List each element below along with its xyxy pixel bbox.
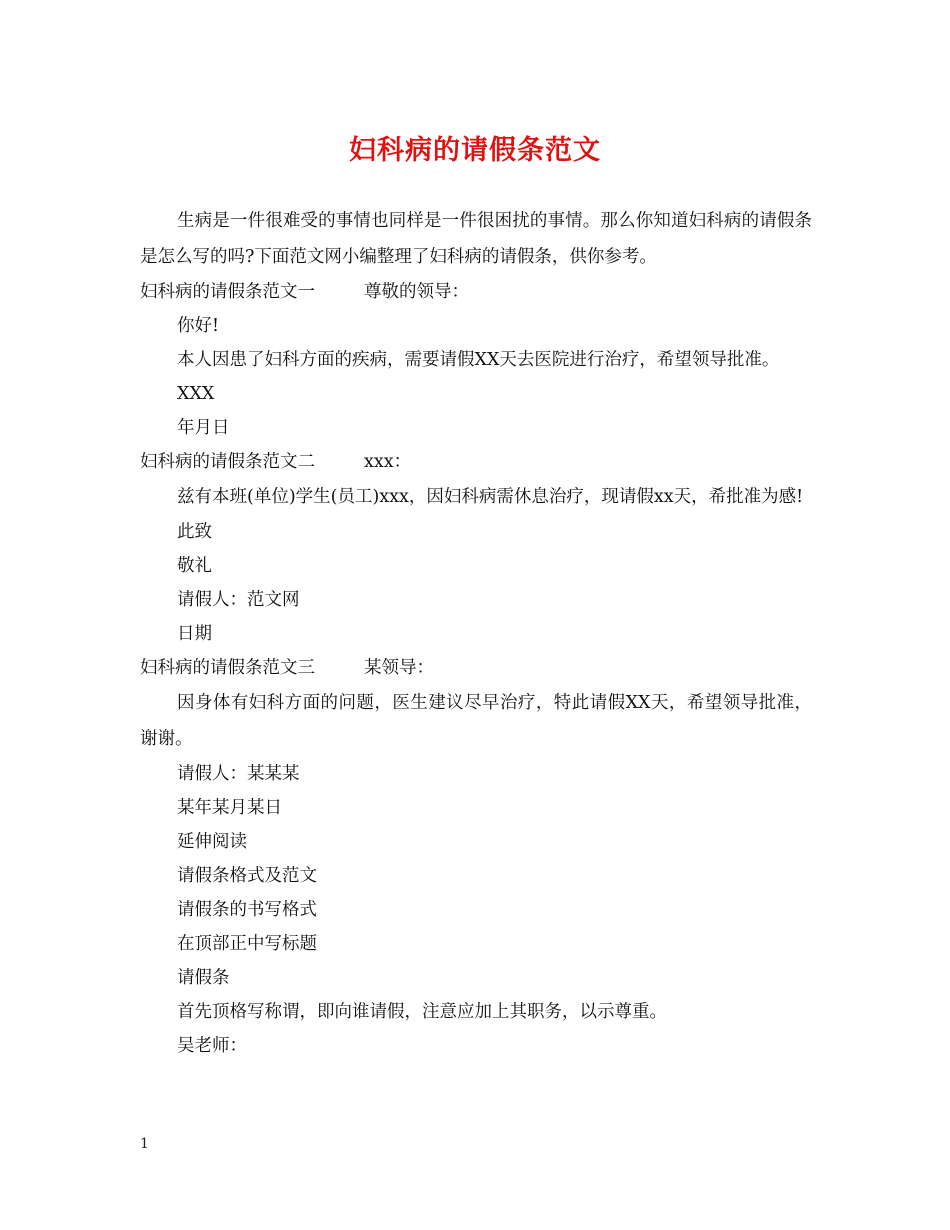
extended-item: 吴老师： bbox=[177, 1036, 247, 1056]
page-number: 1 bbox=[140, 1136, 149, 1152]
extended-item: 在顶部正中写标题 bbox=[177, 934, 317, 954]
extended-item: 请假条的书写格式 bbox=[177, 900, 317, 920]
sample2-closing1: 此致 bbox=[177, 522, 212, 542]
sample3-heading-row bbox=[140, 651, 812, 685]
sample1-date: 年月日 bbox=[177, 418, 230, 438]
sample1-body: 本人因患了妇科方面的疾病，需要请假XX天去医院进行治疗，希望领导批准。 bbox=[177, 350, 780, 370]
sample3-salutation: 某领导： bbox=[364, 658, 434, 678]
sample3-body: 因身体有妇科方面的问题，医生建议尽早治疗，特此请假XX天，希望领导批准，谢谢。 bbox=[140, 693, 812, 749]
sample2-heading-row bbox=[140, 445, 812, 479]
document-body bbox=[140, 203, 812, 1063]
sample1-heading-row bbox=[140, 275, 812, 309]
sample3-date: 某年某月某日 bbox=[177, 798, 282, 818]
sample3-signature: 请假人：某某某 bbox=[177, 764, 300, 784]
document-title: 妇科病的请假条范文 bbox=[349, 135, 601, 166]
extended-item: 请假条格式及范文 bbox=[177, 866, 317, 886]
sample2-signature: 请假人：范文网 bbox=[177, 590, 300, 610]
sample2-closing2: 敬礼 bbox=[177, 556, 212, 576]
sample1-heading: 妇科病的请假条范文一 bbox=[140, 282, 315, 302]
extended-reading-label: 延伸阅读 bbox=[177, 832, 247, 852]
sample2-salutation: xxx： bbox=[364, 452, 412, 472]
sample3-heading: 妇科病的请假条范文三 bbox=[140, 658, 315, 678]
intro-paragraph: 生病是一件很难受的事情也同样是一件很困扰的事情。那么你知道妇科病的请假条是怎么写的吗?下面范文网小编整理了妇科病的请假条，供你参考。 bbox=[140, 211, 812, 267]
sample2-body: 兹有本班(单位)学生(员工)xxx，因妇科病需休息治疗，现请假xx天，希批准为感! bbox=[177, 487, 804, 507]
sample2-heading: 妇科病的请假条范文二 bbox=[140, 452, 315, 472]
extended-item: 请假条 bbox=[177, 968, 230, 988]
sample1-salutation: 尊敬的领导： bbox=[364, 282, 469, 302]
sample2-date: 日期 bbox=[177, 624, 212, 644]
sample1-greeting: 你好! bbox=[177, 316, 220, 336]
extended-item: 首先顶格写称谓，即向谁请假，注意应加上其职务，以示尊重。 bbox=[177, 1002, 667, 1022]
sample1-signature: XXX bbox=[177, 384, 215, 404]
